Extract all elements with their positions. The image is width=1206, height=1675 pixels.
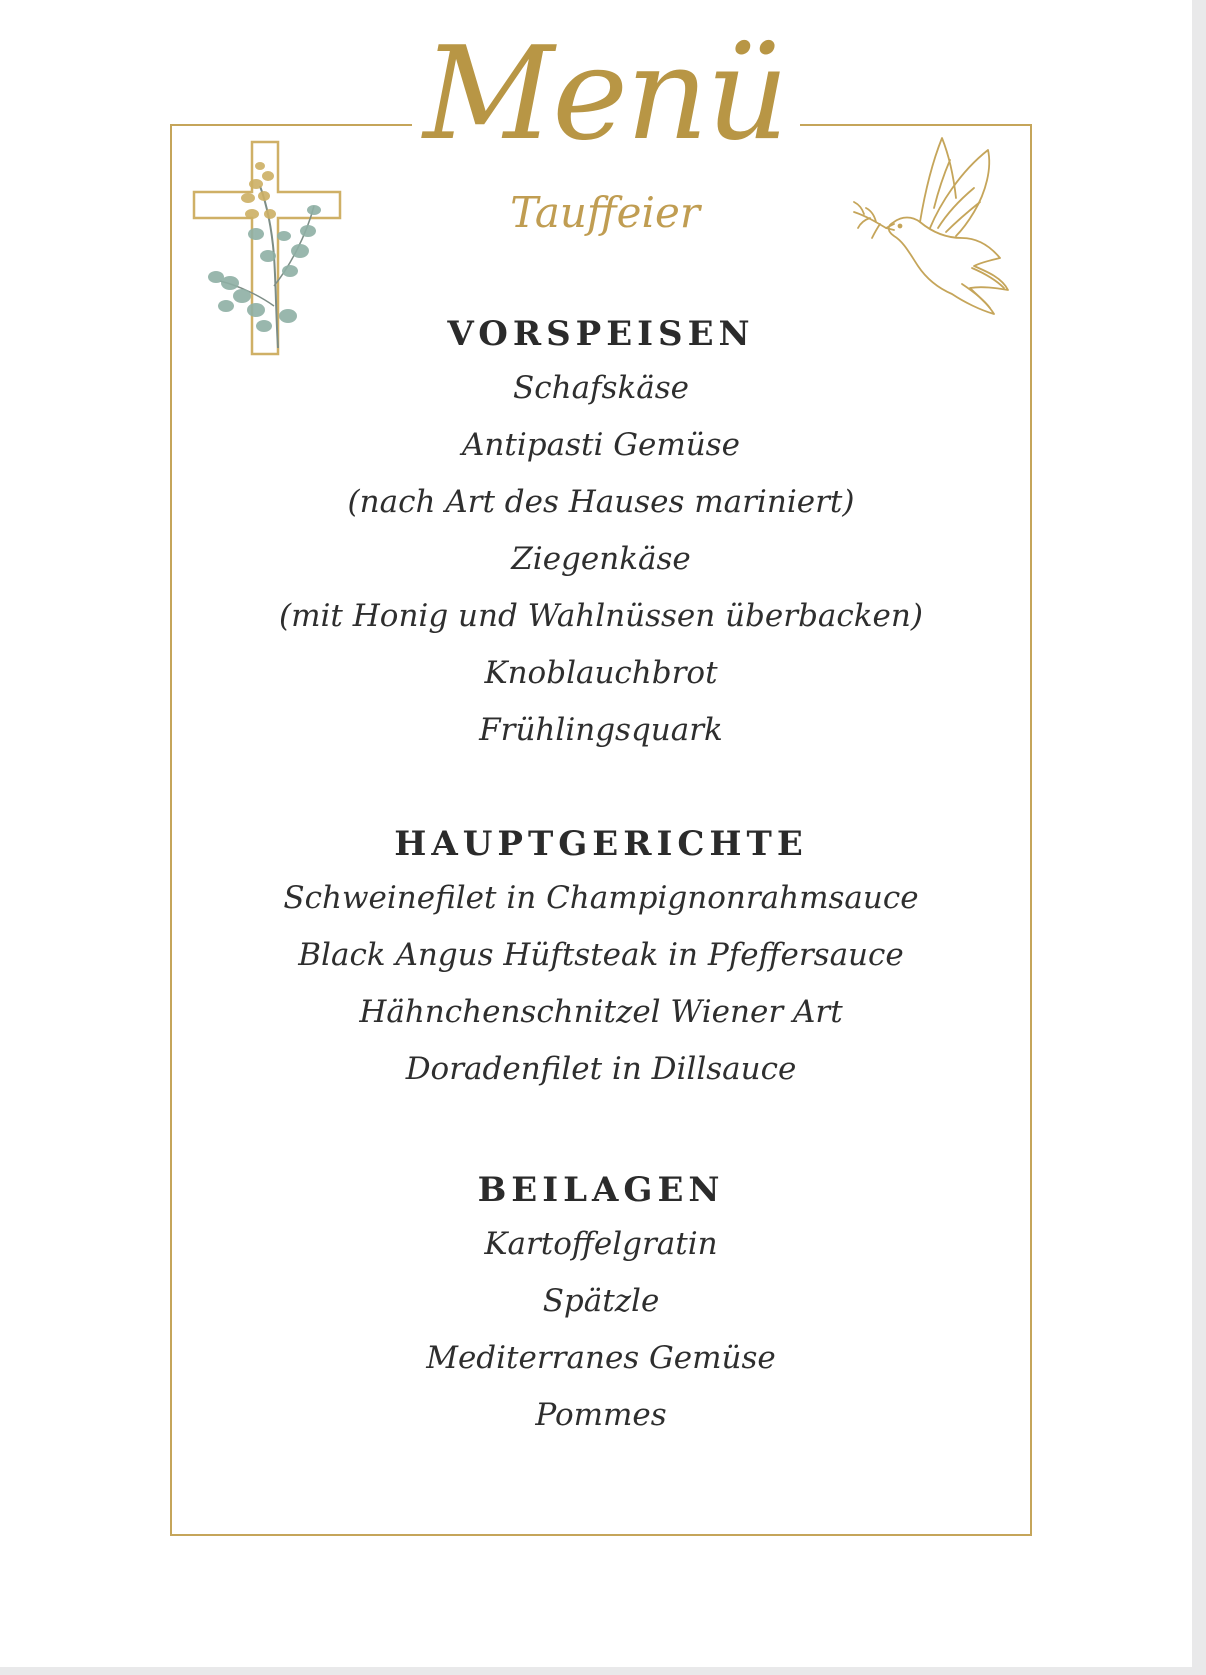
section-heading: VORSPEISEN [447, 314, 755, 354]
list-item: (nach Art des Hauses mariniert) [347, 484, 855, 520]
section-beilagen [180, 1164, 1022, 1444]
dish-list [180, 360, 1022, 759]
list-item: Hähnchenschnitzel Wiener Art [359, 994, 843, 1030]
list-item: Knoblauchbrot [484, 655, 718, 691]
list-item: Schafskäse [513, 370, 689, 406]
list-item: Doradenfilet in Dillsauce [405, 1051, 797, 1087]
list-item: Kartoffelgratin [484, 1226, 718, 1262]
list-item: Schweinefilet in Champignonrahmsauce [283, 880, 919, 916]
menu-title: Menü [423, 20, 787, 169]
list-item: Antipasti Gemüse [462, 427, 740, 463]
list-item: Spätzle [542, 1283, 660, 1319]
list-item: Frühlingsquark [479, 712, 723, 748]
menu-subtitle: Tauffeier [510, 188, 700, 237]
dove-with-olive-branch-icon [850, 128, 1028, 324]
dish-list [180, 870, 1022, 1098]
section-heading: HAUPTGERICHTE [394, 824, 808, 864]
list-item: Mediterranes Gemüse [426, 1340, 776, 1376]
section-heading: BEILAGEN [477, 1170, 725, 1210]
list-item: Ziegenkäse [511, 541, 691, 577]
section-hauptgerichte [180, 818, 1022, 1098]
list-item: Pommes [535, 1397, 667, 1433]
list-item: Black Angus Hüftsteak in Pfeffersauce [298, 937, 904, 973]
section-vorspeisen [180, 308, 1022, 759]
dish-list [180, 1216, 1022, 1444]
list-item: (mit Honig und Wahlnüssen überbacken) [279, 598, 923, 634]
